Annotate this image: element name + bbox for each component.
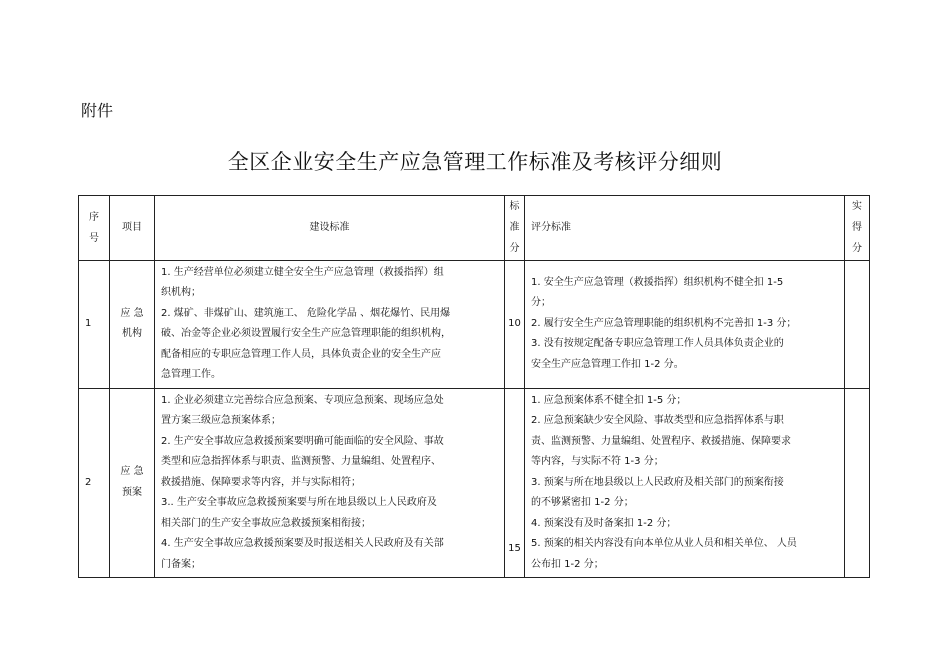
row-item-line: 预案 <box>122 486 142 498</box>
standard-line: 救援措施、保障要求等内容，并与实际相符； <box>161 476 361 488</box>
header-standard: 建设标准 <box>155 196 505 261</box>
standard-line: 类型和应急指挥体系与职责、监测预警、力量编组、处置程序、 <box>161 456 441 467</box>
table-header-row <box>79 196 870 261</box>
evaluation-line: 的不够紧密扣 1-2 分； <box>531 497 634 508</box>
row-number: 2 <box>79 388 110 578</box>
standard-line: 破、冶金等企业必须设置履行安全生产应急管理职能的组织机构， <box>161 328 451 339</box>
evaluation-line: 等内容，与实际不符 1-3 分； <box>531 456 664 467</box>
row-item <box>110 260 155 388</box>
standard-line: 织机构； <box>161 287 201 298</box>
header-evaluation: 评分标准 <box>525 196 845 261</box>
row-evaluation <box>525 388 845 578</box>
evaluation-line: 分； <box>531 297 551 309</box>
standard-line: 2. 生产安全事故应急救援预案要明确可能面临的安全风险、事故 <box>161 435 444 447</box>
standard-line: 置方案三级应急预案体系； <box>161 415 281 426</box>
evaluation-line: 责、监测预警、力量编组、处置程序、救援措施、保障要求 <box>531 435 791 447</box>
header-no: 序号 <box>79 196 110 261</box>
row-evaluation <box>525 260 845 388</box>
row-standard <box>155 388 505 578</box>
evaluation-line: 1. 安全生产应急管理（救援指挥）组织机构不健全扣 1-5 <box>531 276 784 288</box>
header-score: 标准分 <box>505 196 525 261</box>
standard-line: 门备案； <box>161 558 201 570</box>
evaluation-line: 2. 履行安全生产应急管理职能的组织机构不完善扣 1-3 分； <box>531 317 797 329</box>
row-item-line: 应 急 <box>120 307 144 319</box>
evaluation-line: 2. 应急预案缺少安全风险、事故类型和应急指挥体系与职 <box>531 415 784 426</box>
standard-line: 2. 煤矿、非煤矿山、建筑施工、 危险化学品 、烟花爆竹、民用爆 <box>161 307 451 319</box>
row-item-line: 机构 <box>122 328 142 339</box>
evaluation-line: 3. 预案与所在地县级以上人民政府及相关部门的预案衔接 <box>531 476 784 488</box>
attachment-label: 附件 <box>81 101 114 120</box>
standard-line: 急管理工作。 <box>161 369 221 380</box>
standard-line: 配备相应的专职应急管理工作人员，具体负责企业的安全生产应 <box>161 348 441 360</box>
row-item-line: 应 急 <box>120 466 144 478</box>
header-actual: 实得分 <box>845 196 870 261</box>
row-item <box>110 388 155 578</box>
evaluation-line: 1. 应急预案体系不健全扣 1-5 分； <box>531 394 687 406</box>
evaluation-line: 5. 预案的相关内容没有向本单位从业人员和相关单位、 人员 <box>531 538 797 549</box>
document-title: 全区企业安全生产应急管理工作标准及考核评分细则 <box>227 150 723 174</box>
evaluation-line: 公布扣 1-2 分； <box>531 558 604 570</box>
row-actual-score <box>845 260 870 388</box>
evaluation-line: 安全生产应急管理工作扣 1-2 分。 <box>531 358 684 370</box>
standard-line: 4. 生产安全事故应急救援预案要及时报送相关人民政府及有关部 <box>161 538 444 549</box>
row-score: 15 <box>505 388 525 578</box>
standard-line: 相关部门的生产安全事故应急救援预案相衔接； <box>161 517 371 529</box>
table-row <box>79 388 870 578</box>
evaluation-line: 4. 预案没有及时备案扣 1-2 分； <box>531 517 677 529</box>
standard-line: 1. 生产经营单位必须建立健全安全生产应急管理（救援指挥）组 <box>161 266 444 278</box>
row-number: 1 <box>79 260 110 388</box>
table-row <box>79 260 870 388</box>
row-standard <box>155 260 505 388</box>
standard-line: 1. 企业必须建立完善综合应急预案、专项应急预案、现场应急处 <box>161 394 444 406</box>
evaluation-line: 3. 没有按规定配备专职应急管理工作人员具体负责企业的 <box>531 338 784 350</box>
header-item: 项目 <box>110 196 155 261</box>
row-score: 10 <box>505 260 525 388</box>
row-actual-score <box>845 388 870 578</box>
standard-line: 3.. 生产安全事故应急救援预案要与所在地县级以上人民政府及 <box>161 497 437 508</box>
scoring-table <box>78 195 870 578</box>
